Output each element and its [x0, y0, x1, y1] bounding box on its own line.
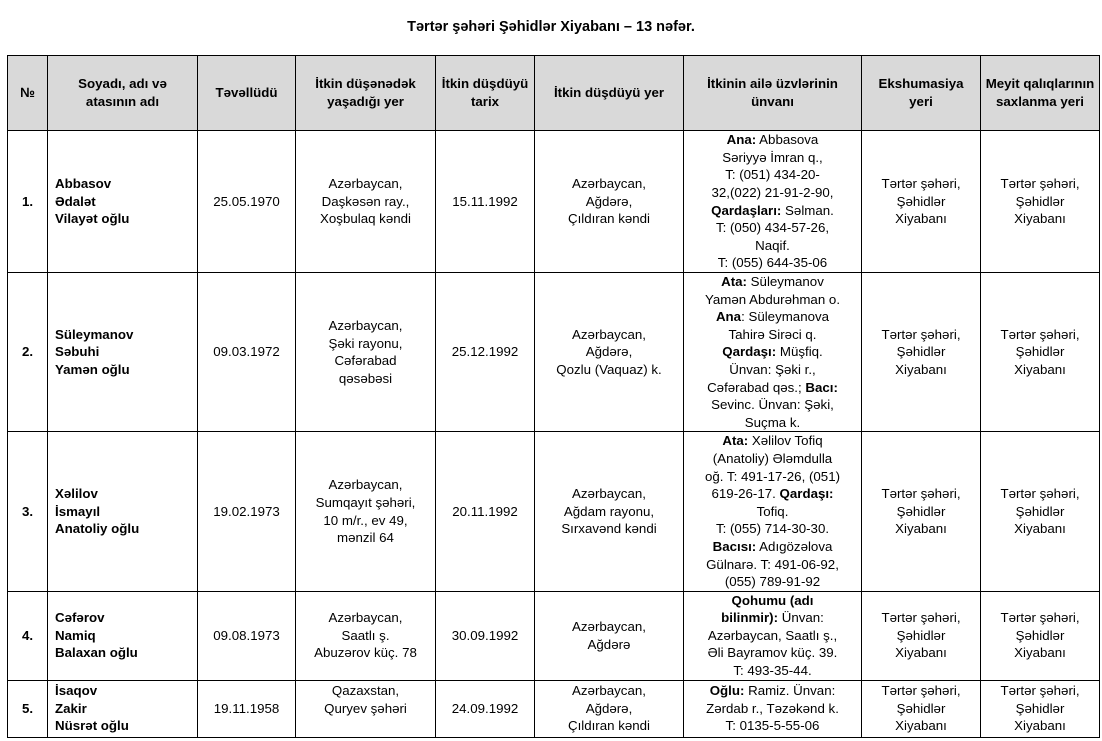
- residence-line: 10 m/r., ev 49,: [323, 512, 408, 528]
- full-name-line: Yamən oğlu: [55, 361, 130, 377]
- missing-place-line: Azərbaycan,: [572, 176, 646, 192]
- family-relation-label: Qardaşları:: [711, 202, 782, 218]
- cell-clip: [55, 682, 193, 735]
- exhumation-place-line: Şəhidlər: [896, 503, 946, 519]
- full-name-cell: [48, 131, 198, 273]
- exhumation-place-line: Tərtər şəhəri,: [881, 610, 961, 626]
- storage-place-cell: [981, 273, 1100, 432]
- family-address-line: Ünvan: Şəki r.,: [729, 361, 816, 377]
- exhumation-place-line: Xiyabanı: [895, 521, 947, 537]
- header-missing-date: İtkin düşdüyü tarix: [436, 56, 535, 131]
- family-relation-label: Ata:: [722, 433, 749, 449]
- storage-place-line: Xiyabanı: [1014, 521, 1066, 537]
- full-name-line: Cəfərov: [55, 610, 105, 626]
- exhumation-place-cell: [862, 591, 981, 680]
- residence-line: Azərbaycan,: [328, 317, 403, 333]
- row-number: 4.: [8, 591, 48, 680]
- full-name-line: Səbuhi: [55, 344, 100, 360]
- family-address-line: oğ. T: 491-17-26, (051): [704, 468, 841, 484]
- family-address-line: T: (055) 714-30-30.: [715, 521, 830, 537]
- birth-date-cell: 25.05.1970: [198, 131, 296, 273]
- storage-place-line: Tərtər şəhəri,: [1000, 326, 1080, 342]
- exhumation-place-line: Xiyabanı: [895, 361, 947, 377]
- residence-line: Xoşbulaq kəndi: [320, 211, 411, 227]
- storage-place-line: Xiyabanı: [1014, 361, 1066, 377]
- residence-line: Quryev şəhəri: [324, 700, 407, 716]
- birth-date-cell: 09.03.1972: [198, 273, 296, 432]
- header-full-name: Soyadı, adı və atasının adı: [48, 56, 198, 131]
- exhumation-place-cell: [862, 131, 981, 273]
- family-relation-label: Qardaşı:: [722, 344, 777, 360]
- table-row: [8, 680, 1100, 737]
- table-row: [8, 131, 1100, 273]
- exhumation-place-cell: [862, 432, 981, 591]
- row-number: 2.: [8, 273, 48, 432]
- storage-place-line: Tərtər şəhəri,: [1000, 176, 1080, 192]
- missing-place-cell: [535, 273, 684, 432]
- storage-place-cell: [981, 680, 1100, 737]
- row-number: 3.: [8, 432, 48, 591]
- storage-place-line: Şəhidlər: [1015, 700, 1065, 716]
- residence-line: Qazaxstan,: [331, 683, 400, 699]
- header-family-address: İtkinin ailə üzvlərinin ünvanı: [684, 56, 862, 131]
- full-name-line: Ədalət: [55, 193, 96, 209]
- full-name-cell: [48, 591, 198, 680]
- family-address-line: Naqif.: [755, 237, 790, 253]
- full-name-line: Abbasov: [55, 176, 112, 192]
- exhumation-place-line: Xiyabanı: [895, 718, 947, 734]
- family-relation-label: bilinmir):: [721, 610, 779, 626]
- cell-clip: [300, 682, 431, 735]
- exhumation-place-line: Tərtər şəhəri,: [881, 683, 961, 699]
- family-relation-label: Ata:: [721, 274, 747, 289]
- full-name-line: Namiq: [55, 627, 96, 643]
- cell-clip: [539, 682, 679, 735]
- residence-cell: [296, 680, 436, 737]
- document-title: Tərtər şəhəri Şəhidlər Xiyabanı – 13 nəfər.: [407, 19, 695, 35]
- exhumation-place-line: Tərtər şəhəri,: [881, 176, 961, 192]
- family-address-line: Bacısı: Adıgözəlova: [712, 538, 833, 554]
- missing-place-cell: [535, 432, 684, 591]
- header-residence: İtkin düşənədək yaşadığı yer: [296, 56, 436, 131]
- family-address-cell: [684, 432, 862, 591]
- full-name-line: İsaqov: [55, 683, 98, 699]
- family-relation-label: Bacı:: [805, 379, 838, 395]
- full-name-line: Anatoliy oğlu: [55, 521, 140, 537]
- residence-line: Saatlı ş.: [341, 627, 390, 643]
- exhumation-place-line: Şəhidlər: [896, 627, 946, 643]
- missing-date-cell: 24.09.1992: [436, 680, 535, 737]
- missing-place-cell: [535, 680, 684, 737]
- family-relation-label: Ana: [715, 309, 742, 325]
- missing-date-cell: 25.12.1992: [436, 273, 535, 432]
- family-address-line: 32,(022) 21-91-2-90,: [711, 184, 834, 200]
- table-row: [8, 273, 1100, 432]
- family-address-line: Ana: Süleymanova: [715, 309, 830, 325]
- family-address-line: Cəfərabad qəs.; Bacı:: [707, 379, 838, 395]
- missing-place-line: Çıldıran kəndi: [567, 718, 651, 734]
- family-address-line: Suçma k.: [744, 414, 801, 430]
- missing-date-cell: 15.11.1992: [436, 131, 535, 273]
- birth-date-cell: 19.02.1973: [198, 432, 296, 591]
- storage-place-line: Tərtər şəhəri,: [1000, 610, 1080, 626]
- family-address-line: Ata: Süleymanov: [721, 274, 824, 289]
- missing-place-line: Azərbaycan,: [572, 486, 646, 502]
- family-relation-label: Ana:: [726, 132, 757, 148]
- family-address-line: 619-26-17. Qardaşı:: [711, 486, 834, 502]
- family-address-line: T: 0135-5-55-06: [725, 718, 820, 734]
- cell-clip: [688, 682, 857, 735]
- missing-place-line: Azərbaycan,: [572, 619, 646, 635]
- header-missing-place: İtkin düşdüyü yer: [535, 56, 684, 131]
- family-relation-label: Qardaşı:: [779, 486, 834, 502]
- missing-place-line: Ağdərə: [587, 636, 631, 652]
- missing-place-line: Sırxavənd kəndi: [561, 521, 657, 537]
- header-birth-date: Təvəllüdü: [198, 56, 296, 131]
- birth-date-cell: 19.11.1958: [198, 680, 296, 737]
- residence-line: Azərbaycan,: [328, 176, 403, 192]
- family-address-line: T: (051) 434-20-: [725, 167, 820, 183]
- full-name-line: Nüsrət oğlu: [55, 718, 129, 734]
- exhumation-place-line: Şəhidlər: [896, 344, 946, 360]
- residence-line: Cəfərabad: [334, 353, 397, 369]
- family-address-line: (Anatoliy) Ələmdulla: [712, 450, 833, 466]
- family-relation-label: Oğlu:: [709, 683, 745, 699]
- full-name-cell: [48, 680, 198, 737]
- missing-place-line: Azərbaycan,: [572, 326, 646, 342]
- full-name-line: Vilayət oğlu: [55, 211, 130, 227]
- row-number: 5.: [8, 680, 48, 737]
- exhumation-place-line: Şəhidlər: [896, 193, 946, 209]
- full-name-line: Zakir: [55, 700, 87, 716]
- family-address-line: (055) 789-91-92: [724, 574, 821, 590]
- family-address-line: Tofiq.: [756, 503, 789, 519]
- residence-line: Azərbaycan,: [328, 477, 403, 493]
- residence-line: Daşkəsən ray.,: [321, 193, 410, 209]
- header-storage-place: Meyit qalıqlarının saxlanma yeri: [981, 56, 1100, 131]
- exhumation-place-line: Tərtər şəhəri,: [881, 326, 961, 342]
- family-address-line: Ana: Abbasova: [726, 132, 819, 148]
- missing-date-cell: 30.09.1992: [436, 591, 535, 680]
- family-address-line: Zərdab r., Təzəkənd k.: [706, 700, 839, 716]
- exhumation-place-line: Tərtər şəhəri,: [881, 486, 961, 502]
- storage-place-line: Şəhidlər: [1015, 344, 1065, 360]
- full-name-cell: [48, 273, 198, 432]
- storage-place-cell: [981, 432, 1100, 591]
- family-address-line: Qardaşı: Müşfiq.: [722, 344, 823, 360]
- family-address-line: Oğlu: Ramiz. Ünvan:: [709, 683, 836, 699]
- residence-cell: [296, 591, 436, 680]
- full-name-line: Balaxan oğlu: [55, 645, 138, 661]
- family-address-line: Tahirə Sirəci q.: [728, 326, 817, 342]
- residence-line: Sumqayıt şəhəri,: [315, 494, 416, 510]
- family-address-line: Yamən Abdurəhman o.: [704, 291, 841, 307]
- storage-place-line: Şəhidlər: [1015, 627, 1065, 643]
- missing-place-line: Çıldıran kəndi: [567, 211, 651, 227]
- header-number: №: [8, 56, 48, 131]
- family-relation-label: Bacısı:: [712, 538, 757, 554]
- missing-place-line: Ağdərə,: [585, 344, 633, 360]
- residence-line: Şəki rayonu,: [328, 335, 403, 351]
- family-address-line: bilinmir): Ünvan:: [721, 610, 824, 626]
- header-exhumation-place: Ekshumasiya yeri: [862, 56, 981, 131]
- storage-place-cell: [981, 591, 1100, 680]
- full-name-line: Süleymanov: [55, 326, 134, 342]
- storage-place-line: Tərtər şəhəri,: [1000, 683, 1080, 699]
- table-row: [8, 591, 1100, 680]
- family-address-cell: [684, 680, 862, 737]
- missing-place-cell: [535, 131, 684, 273]
- storage-place-line: Tərtər şəhəri,: [1000, 486, 1080, 502]
- residence-cell: [296, 432, 436, 591]
- exhumation-place-line: Şəhidlər: [896, 700, 946, 716]
- family-relation-label: Qohumu (adı: [731, 592, 814, 608]
- header-row: [8, 56, 1100, 131]
- table-row: [8, 432, 1100, 591]
- family-address-line: T: 493-35-44.: [733, 663, 812, 679]
- family-address-cell: [684, 273, 862, 432]
- cell-clip: [985, 682, 1095, 735]
- family-address-line: [688, 592, 857, 610]
- full-name-line: Xəlilov: [55, 486, 98, 502]
- full-name-cell: [48, 432, 198, 591]
- missing-date-cell: 20.11.1992: [436, 432, 535, 591]
- missing-place-cell: [535, 591, 684, 680]
- residence-line: qəsəbəsi: [338, 370, 393, 386]
- storage-place-line: Xiyabanı: [1014, 718, 1066, 734]
- family-address-cell: [684, 591, 862, 680]
- residence-cell: [296, 273, 436, 432]
- missing-place-line: Ağdam rayonu,: [563, 503, 655, 519]
- family-address-line: Sevinc. Ünvan: Şəki,: [711, 397, 834, 413]
- exhumation-place-cell: [862, 680, 981, 737]
- family-address-line: T: (050) 434-57-26,: [715, 220, 830, 236]
- family-address-line: Qardaşları: Səlman.: [711, 202, 834, 218]
- exhumation-place-line: Xiyabanı: [895, 645, 947, 661]
- missing-place-line: Azərbaycan,: [572, 683, 646, 699]
- exhumation-place-cell: [862, 273, 981, 432]
- martyrs-table: [7, 55, 1100, 738]
- row-number: 1.: [8, 131, 48, 273]
- family-address-line: Gülnarə. T: 491-06-92,: [706, 556, 839, 572]
- storage-place-line: Şəhidlər: [1015, 193, 1065, 209]
- family-address-line: Səriyyə İmran q.,: [722, 149, 823, 165]
- missing-place-line: Qozlu (Vaquaz) k.: [556, 361, 662, 377]
- missing-place-line: Ağdərə,: [585, 193, 633, 209]
- cell-clip: [866, 682, 976, 735]
- residence-line: Abuzərov küç. 78: [314, 645, 417, 661]
- exhumation-place-line: Xiyabanı: [895, 211, 947, 227]
- storage-place-line: Xiyabanı: [1014, 645, 1066, 661]
- residence-line: mənzil 64: [337, 530, 394, 546]
- storage-place-line: Xiyabanı: [1014, 211, 1066, 227]
- residence-line: Azərbaycan,: [328, 610, 403, 626]
- residence-cell: [296, 131, 436, 273]
- missing-place-line: Ağdərə,: [585, 700, 633, 716]
- storage-place-line: Şəhidlər: [1015, 503, 1065, 519]
- storage-place-cell: [981, 131, 1100, 273]
- full-name-line: İsmayıl: [55, 503, 101, 519]
- birth-date-cell: 09.08.1973: [198, 591, 296, 680]
- family-address-line: T: (055) 644-35-06: [717, 255, 828, 271]
- family-address-line: Ata: Xəlilov Tofiq: [722, 433, 823, 449]
- family-address-line: Azərbaycan, Saatlı ş.,: [707, 627, 838, 643]
- family-address-cell: [684, 131, 862, 273]
- family-address-line: Əli Bayramov küç. 39.: [707, 645, 838, 661]
